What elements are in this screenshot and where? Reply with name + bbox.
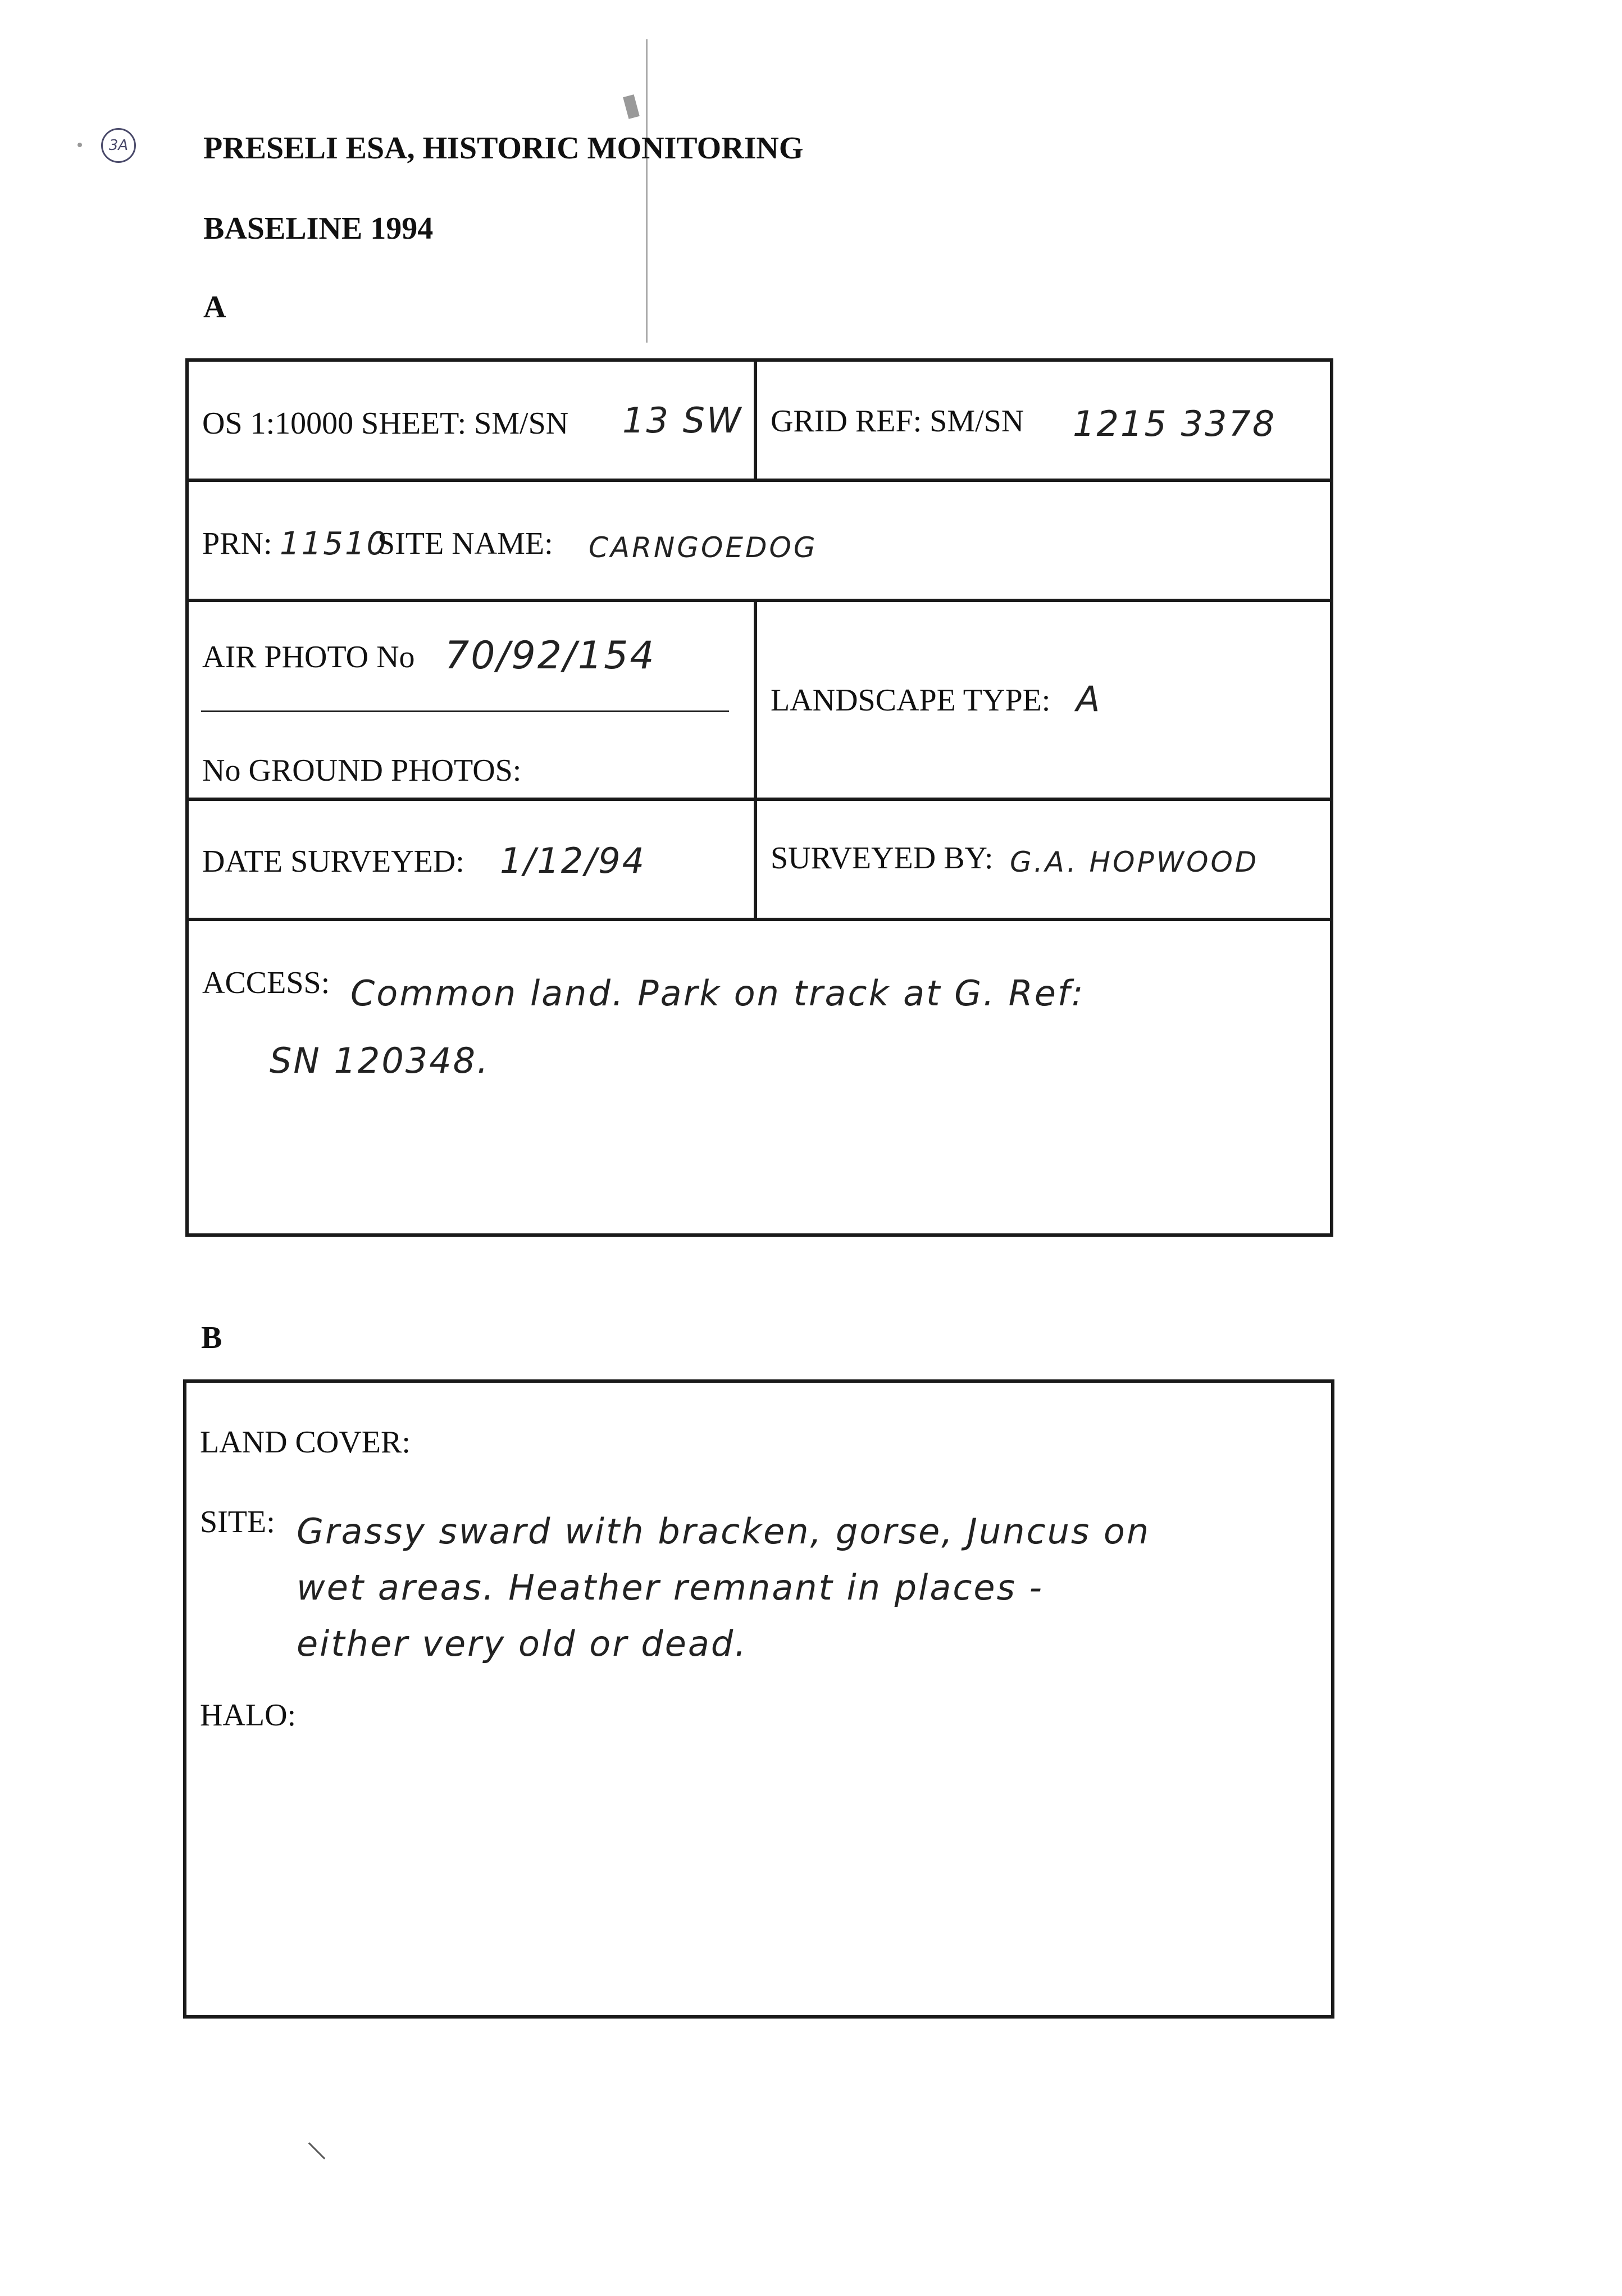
form-a-divider [754, 599, 757, 918]
document-title: PRESELI ESA, HISTORIC MONITORING [203, 131, 804, 166]
site-description-line-2: wet areas. Heather remnant in places - [297, 1567, 1044, 1608]
access-line-1: Common land. Park on track at G. Ref: [350, 973, 1085, 1014]
grid-ref-label: GRID REF: SM/SN [771, 404, 1024, 439]
site-name-value: CARNGOEDOG [589, 531, 818, 564]
landscape-type-label: LANDSCAPE TYPE: [771, 683, 1051, 718]
form-a-rule [185, 479, 1333, 482]
landscape-type-value: A [1076, 678, 1102, 719]
document-subtitle: BASELINE 1994 [203, 211, 434, 246]
land-cover-label: LAND COVER: [200, 1425, 411, 1460]
surveyed-by-value: G.A. HOPWOOD [1010, 846, 1259, 878]
date-surveyed-label: DATE SURVEYED: [202, 844, 464, 879]
os-sheet-value: 13 SW [622, 400, 743, 441]
site-name-label: SITE NAME: [377, 526, 553, 561]
ground-photos-label: No GROUND PHOTOS: [202, 753, 522, 788]
access-line-2: SN 120348. [270, 1040, 490, 1081]
pen-mark [308, 2142, 325, 2159]
site-description-line-3: either very old or dead. [297, 1623, 748, 1664]
fold-mark [646, 39, 648, 343]
surveyed-by-label: SURVEYED BY: [771, 841, 994, 876]
prn-value: 11510 [280, 526, 389, 562]
site-label: SITE: [200, 1505, 275, 1539]
page-number-stamp: 3A [101, 128, 136, 163]
form-a-rule [185, 918, 1333, 921]
form-b [183, 1379, 1334, 2019]
site-description-line-1: Grassy sward with bracken, gorse, Juncus on [297, 1511, 1151, 1552]
section-b-label: B [201, 1320, 222, 1355]
air-photo-label: AIR PHOTO No [202, 640, 415, 675]
staple-mark [623, 94, 640, 119]
form-a-divider [754, 358, 757, 482]
access-label: ACCESS: [202, 965, 330, 1000]
air-photo-underline [201, 710, 729, 712]
os-sheet-label: OS 1:10000 SHEET: SM/SN [202, 406, 569, 441]
prn-label: PRN: [202, 526, 272, 561]
section-a-label: A [203, 290, 226, 325]
date-surveyed-value: 1/12/94 [500, 840, 646, 881]
grid-ref-value: 1215 3378 [1073, 403, 1277, 444]
air-photo-value: 70/92/154 [445, 634, 656, 678]
halo-label: HALO: [200, 1698, 297, 1733]
form-a-rule [185, 599, 1333, 602]
margin-dot [78, 143, 82, 147]
form-a-rule [185, 798, 1333, 801]
